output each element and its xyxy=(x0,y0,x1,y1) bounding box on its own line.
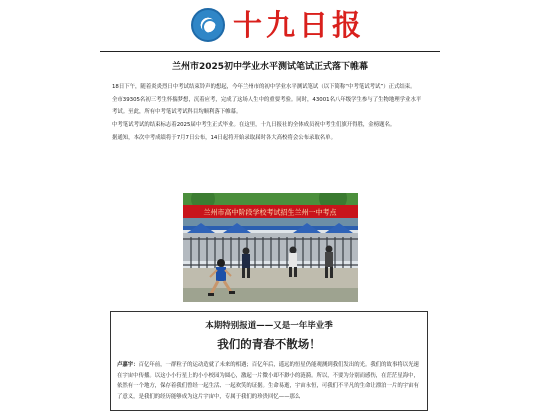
article-paragraph: 全市39305名初三考生怀揣梦想，沉着应考，完成了这场人生中的重要考验。同时，43001名八年级学生参与了生物地理学业水平考试。至此，所有中考笔试考试科目均顺利落下帷幕。 xyxy=(112,97,422,115)
special-report-box xyxy=(110,311,428,411)
article-paragraph: 中考笔试考试的结束标志着2025届中考生正式毕业。在这里，十九日报社的全体成员祝中考生们旗开得胜，金榜题名。 xyxy=(112,121,396,128)
article-headline: 兰州市2025初中学业水平测试笔试正式落下帷幕 xyxy=(171,62,369,72)
photo-banner-text: 兰州市高中阶段学校考试招生兰州一中考点 xyxy=(203,208,337,217)
article-paragraph: 据通知，本次中考成绩将于7月7日公布，14日起将开始录取届时各大高校将会公布录取名单。 xyxy=(112,135,336,142)
exam-gate-photo xyxy=(183,193,358,302)
header-divider xyxy=(100,51,440,52)
special-report-body: 百亿年前，一群粒子的运动造就了未来的相遇；百亿年后，遥远的恒星仍能观测到我们发出的光。我们的故事将以光速在宇宙中传播。以这小小行星上的小小校园为圆心，激起一片微小却不渺小的涟漪。所以，不要为分别而感伤，在茫茫星海中，依然有一个地方，保存着我们曾经一起生活、一起欢笑的证据。生命易逝，宇宙永恒，可我们不平凡的生命让漂泊一片的宇宙有了意义，是我们的经历能够成为这片宇宙中，专属于我们的珍贵回忆——那么 xyxy=(117,362,419,400)
newspaper-brand: 十九日报 xyxy=(233,8,366,42)
masthead xyxy=(0,6,540,46)
special-report-title: 我们的青春不散场！ xyxy=(217,337,321,351)
special-report-kicker: 本期特别报道——又是一年毕业季 xyxy=(205,321,333,331)
special-report-text xyxy=(117,360,421,402)
article-body xyxy=(112,82,422,146)
newspaper-emblem-icon xyxy=(191,8,225,42)
article-paragraph: 18日下午，随着炎炎烈日中考试结束铃声的想起，今年兰州市的初中学业水平测试笔试（以下简称“中考笔试考试”）正式结束。 xyxy=(112,84,416,90)
special-report-author: 卢嘉宇： xyxy=(117,362,139,368)
